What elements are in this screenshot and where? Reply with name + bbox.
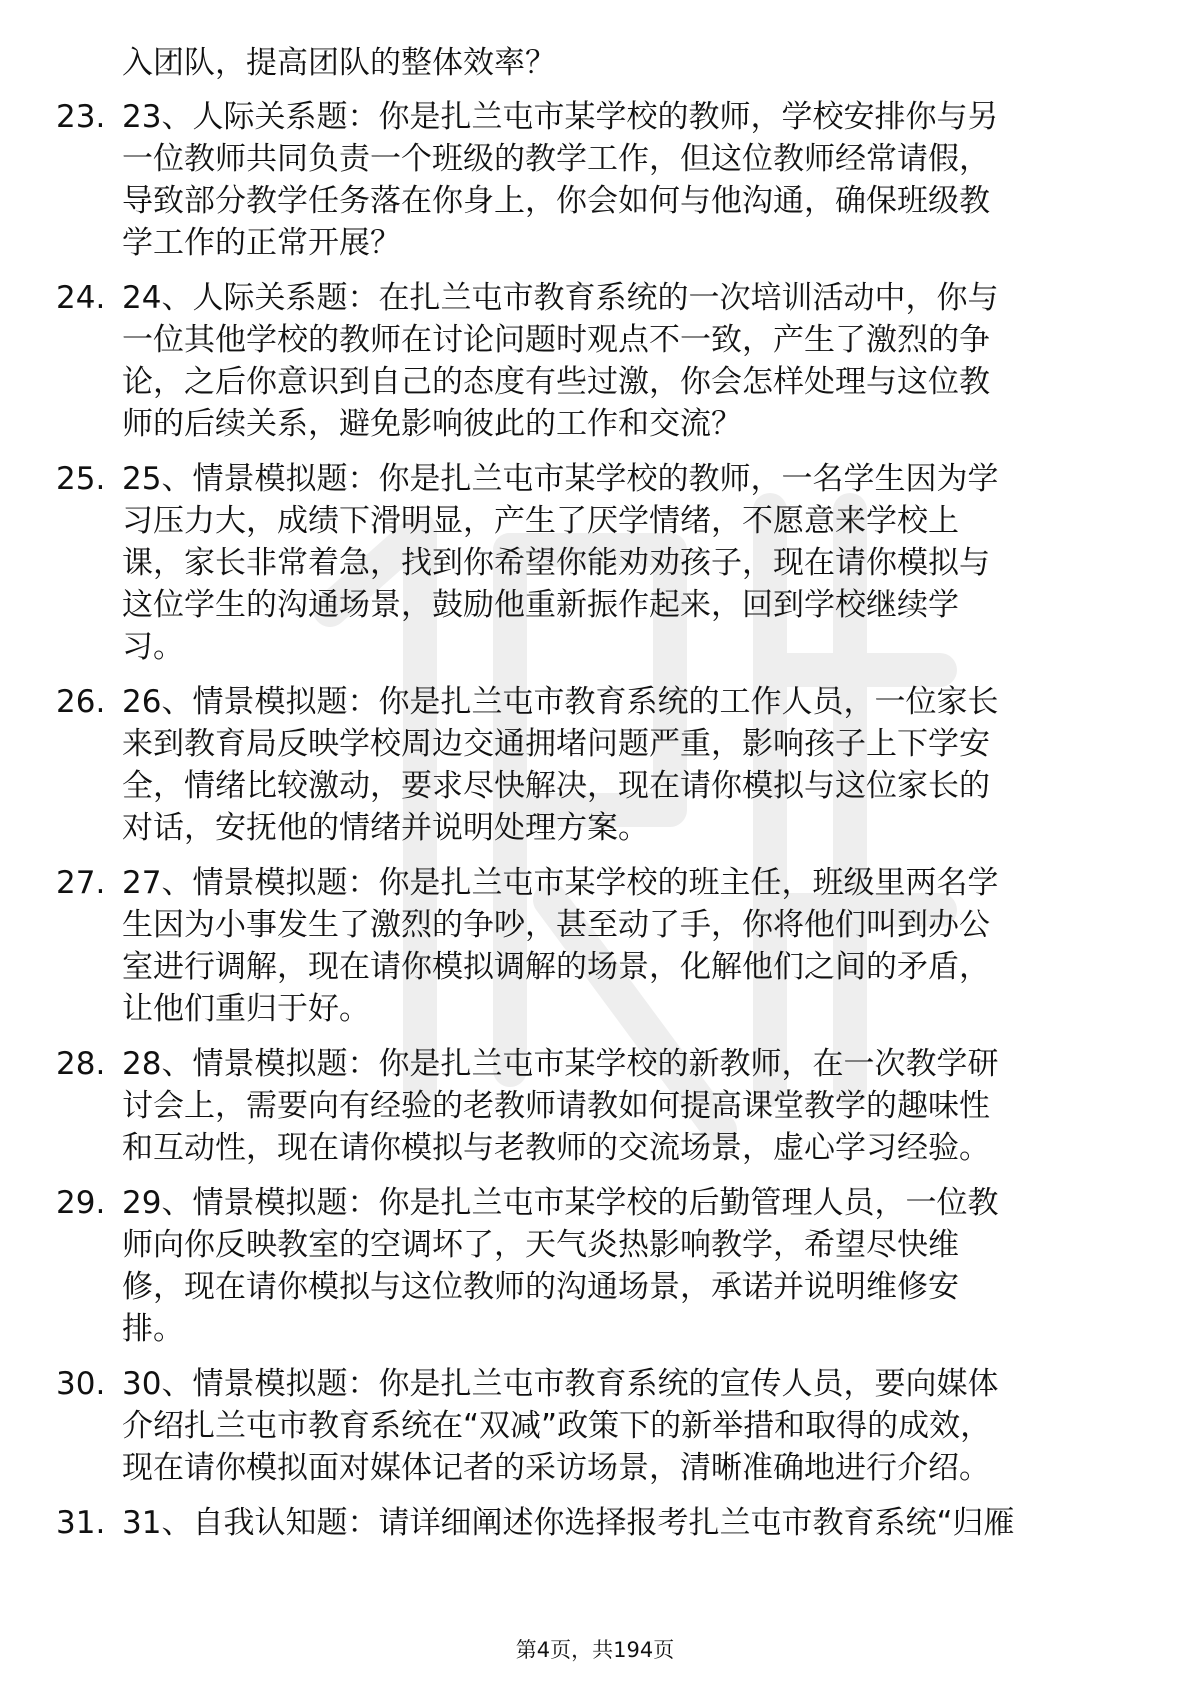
text-line: 25、情景模拟题：你是扎兰屯市某学校的教师，一名学生因为学 [122, 461, 999, 497]
text-line: 30、情景模拟题：你是扎兰屯市教育系统的宣传人员，要向媒体 [122, 1366, 999, 1402]
item-number: 24. [56, 280, 106, 316]
text-line: 导致部分教学任务落在你身上，你会如何与他沟通，确保班级教 [122, 183, 990, 219]
item-number: 28. [56, 1046, 106, 1082]
item-number: 29. [56, 1185, 106, 1221]
text-line: 课，家长非常着急，找到你希望你能劝劝孩子，现在请你模拟与 [122, 545, 990, 581]
list-item-27 [56, 862, 1130, 1030]
text-line: 室进行调解，现在请你模拟调解的场景，化解他们之间的矛盾， [122, 949, 990, 985]
item-text [122, 96, 1130, 264]
text-line: 一位其他学校的教师在讨论问题时观点不一致，产生了激烈的争 [122, 322, 990, 358]
item-number: 30. [56, 1366, 106, 1402]
text-line: 29、情景模拟题：你是扎兰屯市某学校的后勤管理人员，一位教 [122, 1185, 999, 1221]
text-line: 28、情景模拟题：你是扎兰屯市某学校的新教师，在一次教学研 [122, 1046, 999, 1082]
text-line: 31、自我认知题：请详细阐述你选择报考扎兰屯市教育系统“归雁 [122, 1505, 1015, 1541]
list-item-30 [56, 1363, 1130, 1489]
text-line: 这位学生的沟通场景，鼓励他重新振作起来，回到学校继续学 [122, 587, 959, 623]
text-line: 24、人际关系题：在扎兰屯市教育系统的一次培训活动中，你与 [122, 280, 999, 316]
text-line: 学工作的正常开展？ [122, 225, 401, 261]
list-item-26 [56, 681, 1130, 849]
text-line: 师的后续关系，避免影响彼此的工作和交流？ [122, 406, 742, 442]
list-item-25 [56, 458, 1130, 668]
continuation-line: 入团队，提高团队的整体效率？ [122, 45, 556, 81]
text-line: 全，情绪比较激动，要求尽快解决，现在请你模拟与这位家长的 [122, 768, 990, 804]
item-text [122, 1363, 1130, 1489]
item-number: 26. [56, 684, 106, 720]
item-number: 23. [56, 99, 106, 135]
item-text [122, 1182, 1130, 1350]
item-text [122, 681, 1130, 849]
text-line: 讨会上，需要向有经验的老教师请教如何提高课堂教学的趣味性 [122, 1088, 990, 1124]
item-number: 31. [56, 1505, 106, 1541]
text-line: 和互动性，现在请你模拟与老教师的交流场景，虚心学习经验。 [122, 1130, 990, 1166]
item-text [122, 1043, 1130, 1169]
item-number: 25. [56, 461, 106, 497]
text-line: 27、情景模拟题：你是扎兰屯市某学校的班主任，班级里两名学 [122, 865, 999, 901]
text-line: 让他们重归于好。 [122, 991, 370, 1027]
text-line: 习压力大，成绩下滑明显，产生了厌学情绪，不愿意来学校上 [122, 503, 959, 539]
item-text [122, 1502, 1130, 1544]
text-line: 论，之后你意识到自己的态度有些过激，你会怎样处理与这位教 [122, 364, 990, 400]
text-line: 26、情景模拟题：你是扎兰屯市教育系统的工作人员，一位家长 [122, 684, 999, 720]
text-line: 生因为小事发生了激烈的争吵，甚至动了手，你将他们叫到办公 [122, 907, 990, 943]
text-line: 排。 [122, 1311, 184, 1347]
list-item-29 [56, 1182, 1130, 1350]
list-item-28 [56, 1043, 1130, 1169]
text-line: 介绍扎兰屯市教育系统在“双减”政策下的新举措和取得的成效， [122, 1408, 992, 1444]
item-text [122, 277, 1130, 445]
item-number: 27. [56, 865, 106, 901]
text-line: 师向你反映教室的空调坏了，天气炎热影响教学，希望尽快维 [122, 1227, 959, 1263]
item-text [122, 458, 1130, 668]
text-line: 修，现在请你模拟与这位教师的沟通场景，承诺并说明维修安 [122, 1269, 959, 1305]
item-text [122, 862, 1130, 1030]
question-list [56, 42, 1130, 1557]
list-item-23 [56, 96, 1130, 264]
text-line: 对话，安抚他的情绪并说明处理方案。 [122, 810, 649, 846]
list-item-24 [56, 277, 1130, 445]
page-number-footer: 第4页，共194页 [515, 1638, 675, 1662]
text-line: 来到教育局反映学校周边交通拥堵问题严重，影响孩子上下学安 [122, 726, 990, 762]
text-line: 习。 [122, 629, 184, 665]
list-item-31 [56, 1502, 1130, 1544]
text-line: 一位教师共同负责一个班级的教学工作，但这位教师经常请假， [122, 141, 990, 177]
text-line: 现在请你模拟面对媒体记者的采访场景，清晰准确地进行介绍。 [122, 1450, 990, 1486]
text-line: 23、人际关系题：你是扎兰屯市某学校的教师，学校安排你与另 [122, 99, 999, 135]
